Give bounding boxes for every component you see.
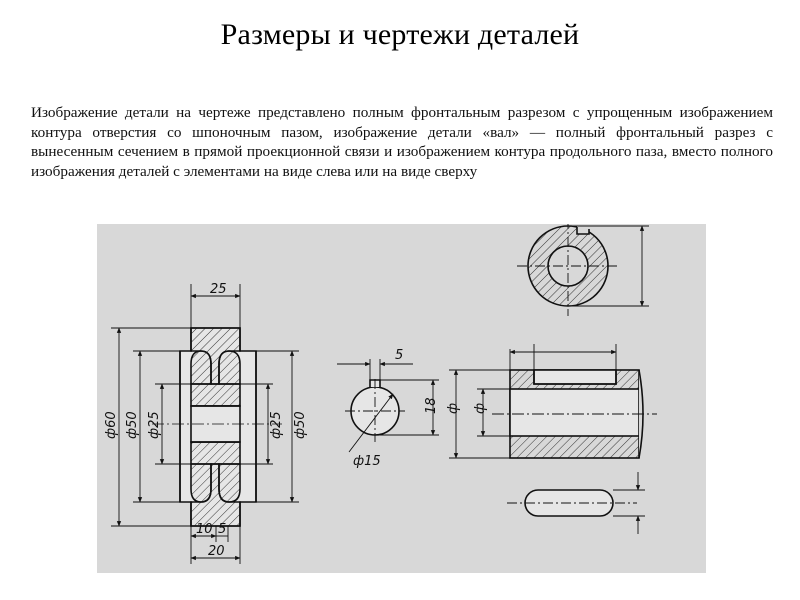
drawing-canvas <box>97 224 706 573</box>
dim-outer-dia: ф60 <box>104 411 119 439</box>
dim-hole-dia: ф15 <box>353 454 381 469</box>
hub-hatch-web-top-r <box>219 351 240 384</box>
hub-hatch-web-bot-r <box>219 464 240 502</box>
slide-description: Изображение детали на чертеже представлено полным фронтальным разрезом с упрощенным изображением контура отверстия со шпоночным пазом, изображение детали «вал» — полный фронтальный разрез с вынесенным сечением в прямой проекционной связи и изображением контура продольного паза, вместо полного изображения деталей с элементами на виде слева или на виде сверху <box>31 104 773 180</box>
dim-bottom-10: 10 <box>196 522 213 537</box>
dim-bore-dia-right: ф25 <box>269 411 284 439</box>
dim-key-width: 5 <box>395 348 404 363</box>
dim-hub-dia-right: ф50 <box>293 411 308 439</box>
dim-bottom-20: 20 <box>208 544 225 559</box>
dim-bore-dia-left: ф25 <box>147 411 162 439</box>
dim-shaft-outer-dia: ф <box>446 402 461 414</box>
hub-hatch-web-bot <box>191 464 211 502</box>
hub-hatch-mid-top <box>191 384 240 406</box>
dim-shaft-inner-dia: ф <box>473 402 488 414</box>
hub-hatch-web-top <box>191 351 211 384</box>
dim-hub-width: 25 <box>210 282 227 297</box>
dim-bottom-5: 5 <box>218 522 227 537</box>
hub-hatch-mid-bot <box>191 442 240 464</box>
hub-section-view <box>180 328 256 526</box>
technical-drawing <box>97 224 706 573</box>
dim-keyway-depth: 18 <box>424 397 439 414</box>
dim-hub-dia-left: ф50 <box>125 411 140 439</box>
slide-title: Размеры и чертежи деталей <box>220 18 580 51</box>
